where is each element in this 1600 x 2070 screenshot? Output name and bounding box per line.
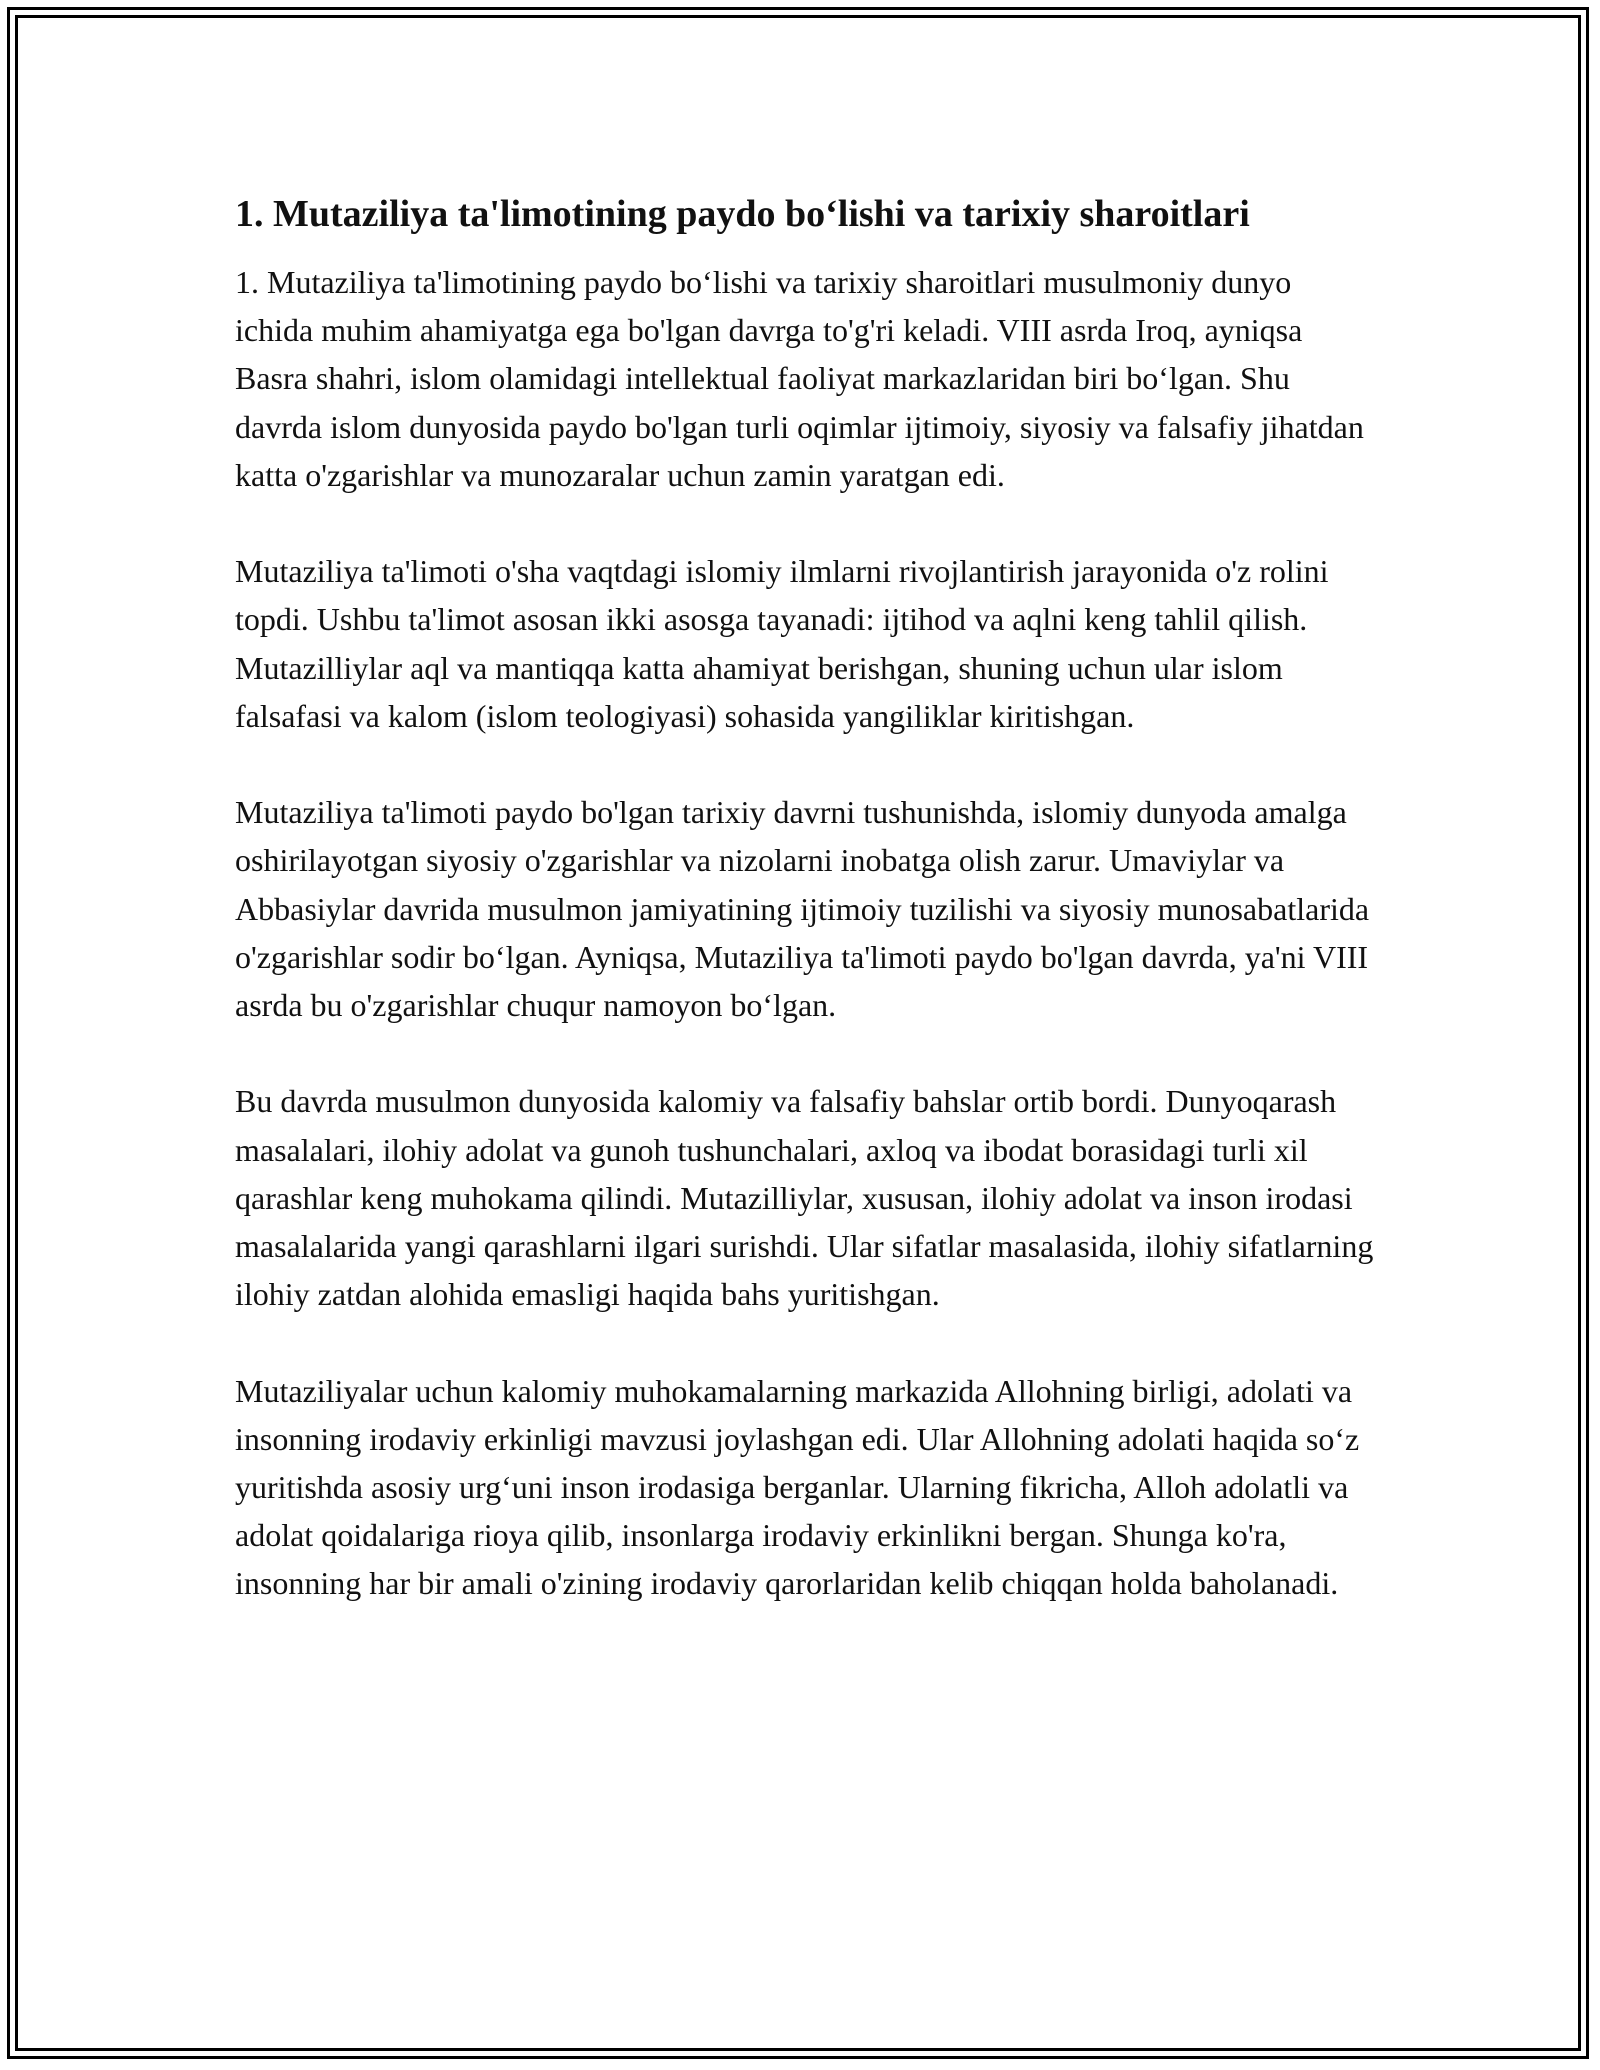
paragraph-1: 1. Mutaziliya ta'limotining paydo bo‘lishi va tarixiy sharoitlari musulmoniy dunyo ichida muhim ahamiyatga ega bo'lgan davrga to'g'ri keladi. VIII asrda Iroq, ayniqsa Basra shahri, islom olamidagi intellektual faoliyat markazlaridan biri bo‘lgan. Shu davrda islom dunyosida paydo bo'lgan turli oqimlar ijtimoiy, siyosiy va falsafiy jihatdan katta o'zgarishlar va munozaralar uchun zamin yaratgan edi. — [235, 264, 1364, 493]
document-body — [235, 188, 1375, 1608]
paragraph-3: Mutaziliya ta'limoti paydo bo'lgan tarixiy davrni tushunishda, islomiy dunyoda amalga oshirilayotgan siyosiy o'zgarishlar va nizolarni inobatga olish zarur. Umaviylar va Abbasiylar davrida musulmon jamiyatining ijtimoiy tuzilishi va siyosiy munosabatlarida o'zgarishlar sodir bo‘lgan. Ayniqsa, Mutaziliya ta'limoti paydo bo'lgan davrda, ya'ni VIII asrda bu o'zgarishlar chuqur namoyon bo‘lgan. — [235, 794, 1370, 1024]
paragraph-4: Bu davrda musulmon dunyosida kalomiy va falsafiy bahslar ortib bordi. Dunyoqarash masalalari, ilohiy adolat va gunoh tushunchalari, axloq va ibodat borasidagi turli xil qarashlar keng muhokama qilindi. Mutazilliylar, xususan, ilohiy adolat va inson irodasi masalalarida yangi qarashlarni ilgari surishdi. Ular sifatlar masalasida, ilohiy sifatlarning ilohiy zatdan alohida emasligi haqida bahs yuritishgan. — [235, 1083, 1374, 1313]
document-title: 1. Mutaziliya ta'limotining paydo bo‘lishi va tarixiy sharoitlari — [235, 193, 1250, 235]
paragraph-5: Mutaziliyalar uchun kalomiy muhokamalarning markazida Allohning birligi, adolati va insonning irodaviy erkinligi mavzusi joylashgan edi. Ular Allohning adolati haqida so‘z yuritishda asosiy urg‘uni inson irodasiga berganlar. Ularning fikricha, Alloh adolatli va adolat qoidalariga rioya qilib, insonlarga irodaviy erkinlikni bergan. Shunga ko'ra, insonning har bir amali o'zining irodaviy qarorlaridan kelib chiqqan holda baholanadi. — [235, 1372, 1360, 1602]
paragraph-2: Mutaziliya ta'limoti o'sha vaqtdagi islomiy ilmlarni rivojlantirish jarayonida o'z rolini topdi. Ushbu ta'limot asosan ikki asosga tayanadi: ijtihod va aqlni keng tahlil qilish. Mutazilliylar aql va mantiqqa katta ahamiyat berishgan, shuning uchun ular islom falsafasi va kalom (islom teologiyasi) sohasida yangiliklar kiritishgan. — [235, 553, 1329, 734]
